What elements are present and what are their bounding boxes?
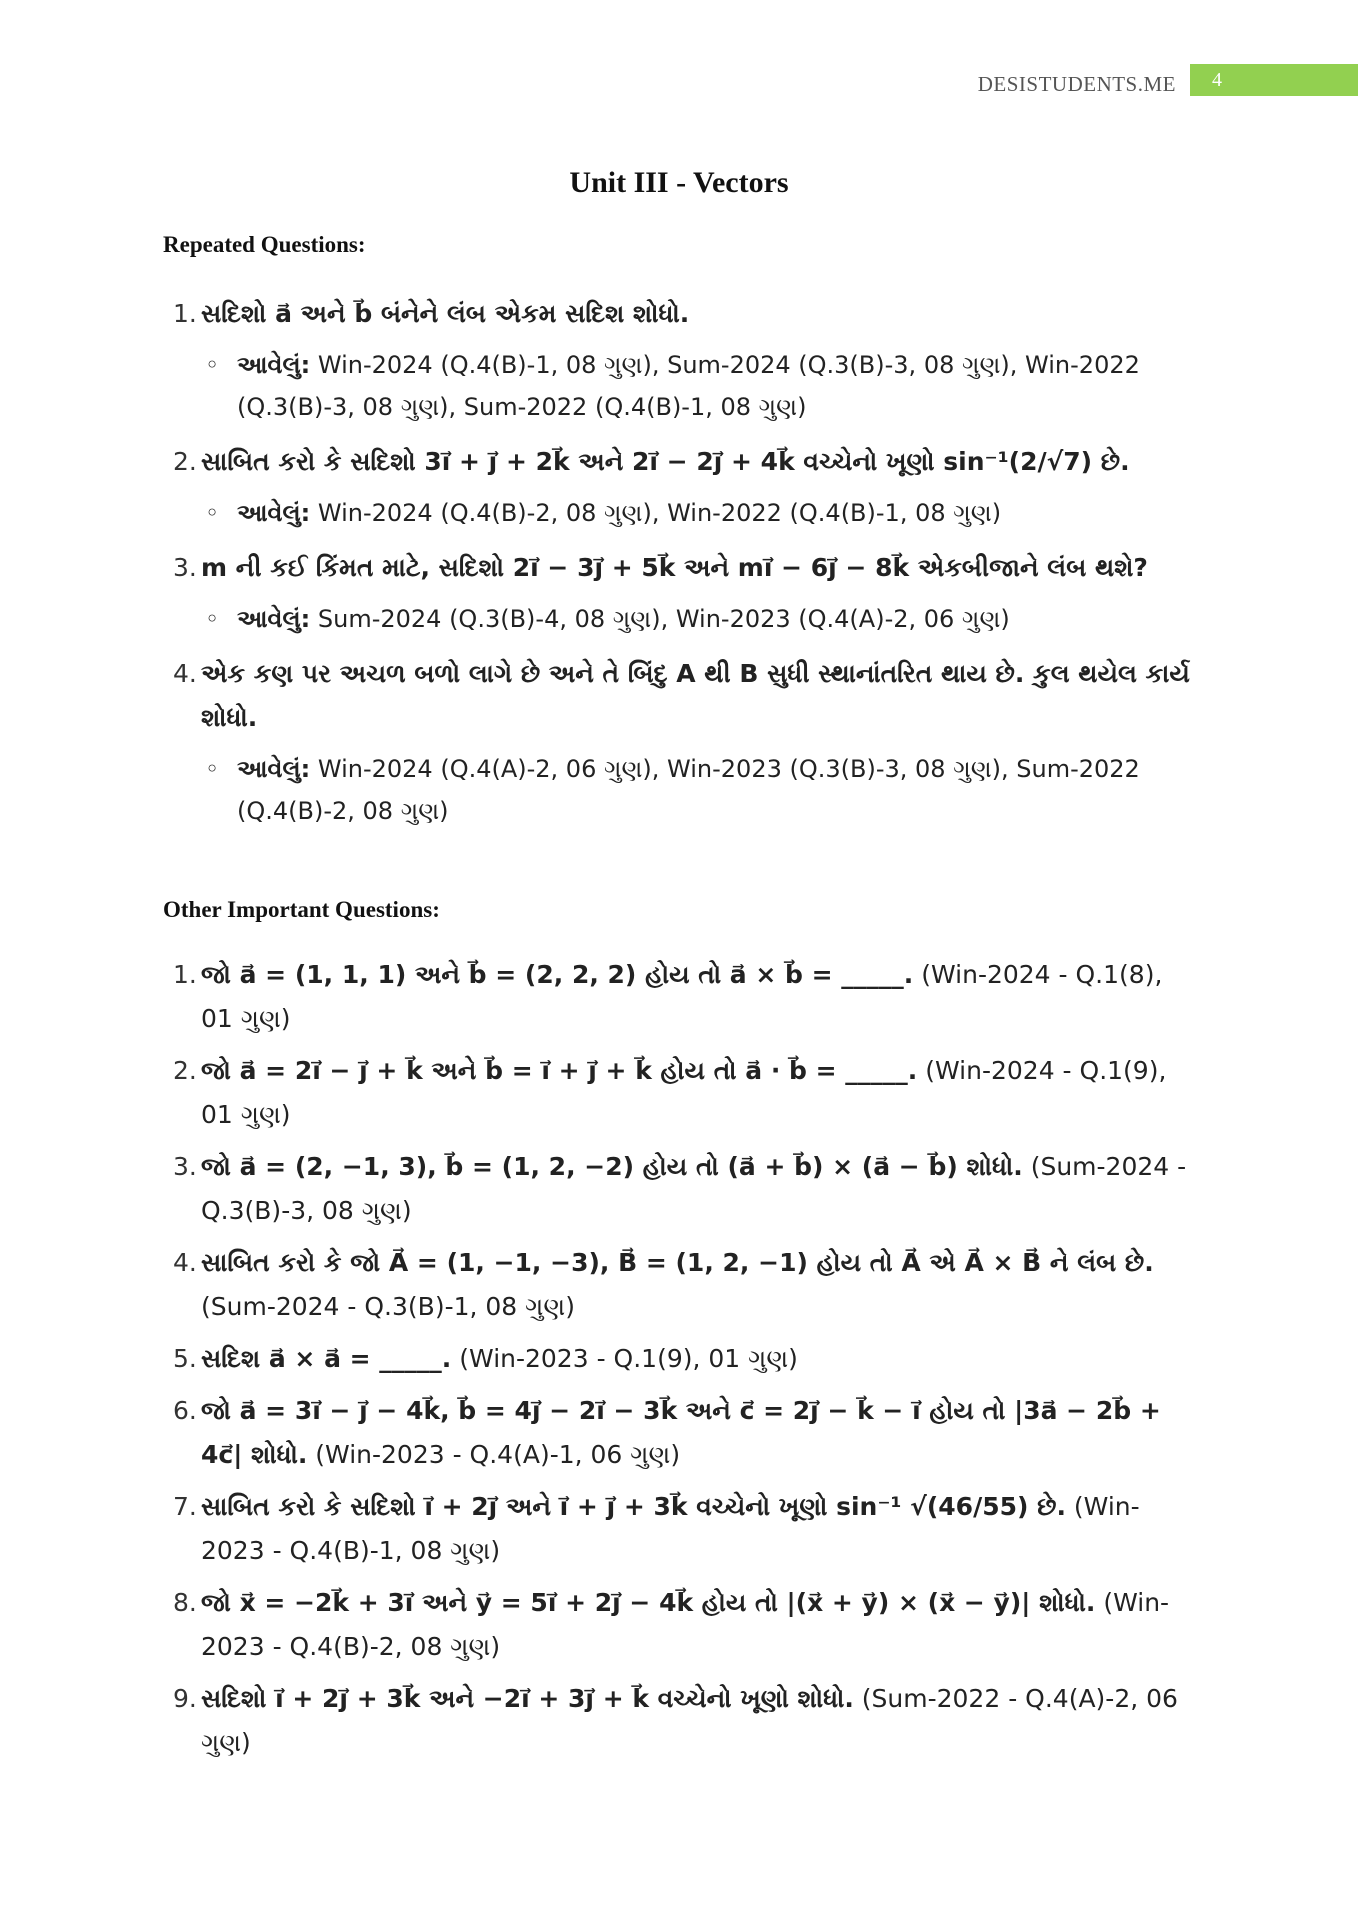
- item-number: 1.: [173, 299, 197, 328]
- item-number: 2.: [173, 447, 197, 476]
- list-item: [163, 1581, 1193, 1669]
- bullet-icon: ◦: [205, 605, 220, 633]
- source-text: (Sum-2024 - Q.3(B)-1, 08 ગુણ): [201, 1292, 575, 1321]
- list-item: [163, 1337, 1193, 1381]
- list-item: [163, 440, 1193, 534]
- question-text: જો a⃗ = (1, 1, 1) અને b⃗ = (2, 2, 2) હોય તો a⃗ × b⃗ = _____.: [201, 960, 914, 989]
- question-text: m ની કઈ કિંમત માટે, સદિશો 2i⃗ − 3j⃗ + 5k⃗ અને mi⃗ − 6j⃗ − 8k⃗ એકબીજાને લંબ થશે?: [201, 553, 1148, 582]
- source-text: (Win-2024 - Q.1(8), 01 ગુણ): [201, 960, 1163, 1033]
- source-text: (Win-2023 - Q.4(B)-1, 08 ગુણ): [201, 1492, 1140, 1565]
- list-item: [163, 1049, 1193, 1137]
- list-item: [163, 1145, 1193, 1233]
- item-number: 6.: [173, 1396, 197, 1425]
- item-number: 1.: [173, 960, 197, 989]
- source-text: (Sum-2024 - Q.3(B)-3, 08 ગુણ): [201, 1152, 1187, 1225]
- question-text: સાબિત કરો કે જો A⃗ = (1, −1, −3), B⃗ = (1, 2, −1) હોય તો A⃗ એ A⃗ × B⃗ ને લંબ છે.: [201, 1248, 1154, 1277]
- asked-label: આવેલું:: [237, 755, 311, 783]
- question-text: જો x⃗ = −2k⃗ + 3i⃗ અને y⃗ = 5i⃗ + 2j⃗ − 4k⃗ હોય તો |(x⃗ + y⃗) × (x⃗ − y⃗)| શોધો.: [201, 1588, 1096, 1617]
- bullet-icon: ◦: [205, 499, 220, 527]
- question-text: સાબિત કરો કે સદિશો i⃗ + 2j⃗ અને i⃗ + j⃗ + 3k⃗ વચ્ચેનો ખૂણો sin⁻¹ √(46/55) છે.: [201, 1492, 1066, 1521]
- item-number: 3.: [173, 553, 197, 582]
- asked-text: Win-2024 (Q.4(B)-2, 08 ગુણ), Win-2022 (Q.4(B)-1, 08 ગુણ): [317, 499, 1002, 527]
- list-item: [163, 292, 1193, 428]
- list-item: [163, 1485, 1193, 1573]
- source-text: (Win-2024 - Q.1(9), 01 ગુણ): [201, 1056, 1167, 1129]
- asked-label: આવેલું:: [237, 351, 311, 379]
- source-text: (Win-2023 - Q.4(A)-1, 06 ગુણ): [315, 1440, 681, 1469]
- list-item: [163, 1677, 1193, 1765]
- list-item: [163, 953, 1193, 1041]
- asked-line: [201, 344, 1193, 428]
- asked-label: આવેલું:: [237, 499, 311, 527]
- question-text: એક કણ પર અચળ બળો લાગે છે અને તે બિંદુ A થી B સુધી સ્થાનાંતરિત થાય છે. કુલ થયેલ કાર્ય શોધો.: [201, 659, 1190, 732]
- item-number: 8.: [173, 1588, 197, 1617]
- repeated-questions-list: [163, 292, 1193, 844]
- question-text: સાબિત કરો કે સદિશો 3i⃗ + j⃗ + 2k⃗ અને 2i⃗ − 2j⃗ + 4k⃗ વચ્ચેનો ખૂણો sin⁻¹(2/√7) છે.: [201, 447, 1130, 476]
- source-text: (Win-2023 - Q.4(B)-2, 08 ગુણ): [201, 1588, 1170, 1661]
- asked-label: આવેલું:: [237, 605, 311, 633]
- item-number: 5.: [173, 1344, 197, 1373]
- other-heading: Other Important Questions:: [163, 897, 440, 922]
- asked-line: [201, 492, 1193, 534]
- question-text: સદિશ a⃗ × a⃗ = _____.: [201, 1344, 452, 1373]
- page-number-badge: 4: [1190, 64, 1358, 96]
- list-item: [163, 652, 1193, 832]
- asked-text: Win-2024 (Q.4(B)-1, 08 ગુણ), Sum-2024 (Q.3(B)-3, 08 ગુણ), Win-2022 (Q.3(B)-3, 08 ગુણ), Sum-2022 (Q.4(B)-1, 08 ગુણ): [237, 351, 1140, 421]
- question-text: જો a⃗ = 2i⃗ − j⃗ + k⃗ અને b⃗ = i⃗ + j⃗ + k⃗ હોય તો a⃗ · b⃗ = _____.: [201, 1056, 918, 1085]
- other-questions-list: [163, 953, 1193, 1773]
- item-number: 2.: [173, 1056, 197, 1085]
- question-text: જો a⃗ = 3i⃗ − j⃗ − 4k⃗, b⃗ = 4j⃗ − 2i⃗ − 3k⃗ અને c⃗ = 2j⃗ − k⃗ − i⃗ હોય તો |3a⃗ − 2b⃗ + 4c⃗| શોધો.: [201, 1396, 1161, 1469]
- question-text: સદિશો i⃗ + 2j⃗ + 3k⃗ અને −2i⃗ + 3j⃗ + k⃗ વચ્ચેનો ખૂણો શોધો.: [201, 1684, 854, 1713]
- item-number: 7.: [173, 1492, 197, 1521]
- asked-line: [201, 598, 1193, 640]
- question-text: જો a⃗ = (2, −1, 3), b⃗ = (1, 2, −2) હોય તો (a⃗ + b⃗) × (a⃗ − b⃗) શોધો.: [201, 1152, 1023, 1181]
- bullet-icon: ◦: [205, 755, 220, 783]
- list-item: [163, 1241, 1193, 1329]
- source-text: (Sum-2022 - Q.4(A)-2, 06 ગુણ): [201, 1684, 1178, 1757]
- item-number: 9.: [173, 1684, 197, 1713]
- item-number: 4.: [173, 659, 197, 688]
- bullet-icon: ◦: [205, 351, 220, 379]
- asked-text: Sum-2024 (Q.3(B)-4, 08 ગુણ), Win-2023 (Q.4(A)-2, 06 ગુણ): [317, 605, 1010, 633]
- page-title: Unit III - Vectors: [569, 166, 789, 199]
- repeated-heading: Repeated Questions:: [163, 232, 366, 257]
- source-text: (Win-2023 - Q.1(9), 01 ગુણ): [459, 1344, 798, 1373]
- item-number: 4.: [173, 1248, 197, 1277]
- asked-line: [201, 748, 1193, 832]
- asked-text: Win-2024 (Q.4(A)-2, 06 ગુણ), Win-2023 (Q.3(B)-3, 08 ગુણ), Sum-2022 (Q.4(B)-2, 08 ગુણ): [237, 755, 1140, 825]
- question-text: સદિશો a⃗ અને b⃗ બંનેને લંબ એકમ સદિશ શોધો.: [201, 299, 690, 328]
- item-number: 3.: [173, 1152, 197, 1181]
- header-site-name: DESISTUDENTS.ME: [977, 72, 1176, 96]
- list-item: [163, 1389, 1193, 1477]
- list-item: [163, 546, 1193, 640]
